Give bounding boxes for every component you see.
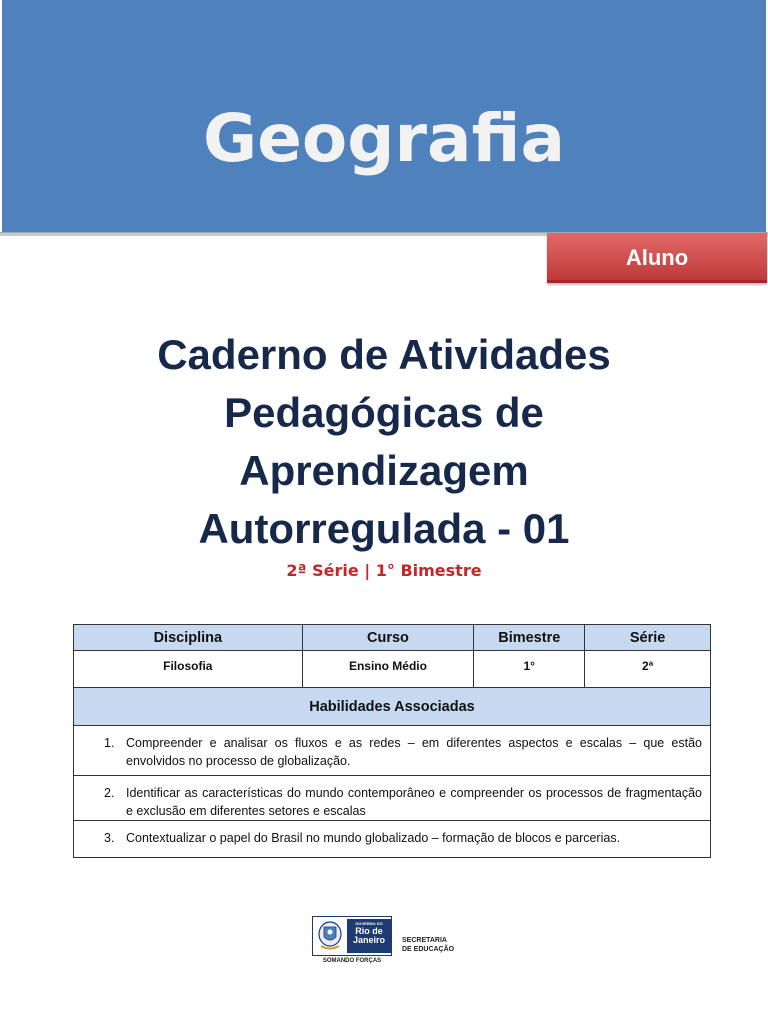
header-disciplina: Disciplina <box>74 625 303 651</box>
skill-row <box>74 776 711 821</box>
value-disciplina: Filosofia <box>74 651 303 688</box>
info-table <box>73 624 711 858</box>
header-banner <box>2 0 766 232</box>
logo-state-block <box>347 919 391 953</box>
government-logo <box>312 916 462 968</box>
header-serie: Série <box>585 625 711 651</box>
student-tab <box>547 233 767 283</box>
skill-row <box>74 726 711 776</box>
header-curso: Curso <box>302 625 474 651</box>
title-line: Aprendizagem <box>239 447 529 494</box>
subject-title: Geografia <box>202 100 566 177</box>
title-line: Caderno de Atividades <box>157 331 611 378</box>
skill-cell <box>74 726 711 776</box>
skill-row <box>74 821 711 858</box>
skill-text: Contextualizar o papel do Brasil no mundo globalizado – formação de blocos e parcerias. <box>126 831 621 845</box>
title-line: Pedagógicas de <box>224 389 544 436</box>
value-curso: Ensino Médio <box>302 651 474 688</box>
skill-text: Compreender e analisar os fluxos e as redes – em diferentes aspectos e escalas – que estão envolvidos no processo de globalização. <box>126 736 702 768</box>
skill-number: 3. <box>104 831 115 845</box>
skill-number: 2. <box>104 786 115 800</box>
logo-tagline: SOMANDO FORÇAS <box>322 958 382 964</box>
skills-header: Habilidades Associadas <box>74 688 711 726</box>
skill-cell <box>74 821 711 858</box>
skill-text: Identificar as características do mundo contemporâneo e compreender os processos de fragmentação e exclusão em diferentes setores e escalas <box>126 786 702 818</box>
secretaria-line: SECRETARIA <box>402 937 447 944</box>
value-bimestre: 1° <box>474 651 585 688</box>
logo-state-line1: Rio de <box>355 926 383 936</box>
value-serie: 2ª <box>585 651 711 688</box>
student-tab-label: Aluno <box>625 245 689 270</box>
logo-gov-text: GOVERNO DO <box>355 921 383 926</box>
coat-of-arms-icon <box>315 919 345 953</box>
grade-subtitle: 2ª Série | 1° Bimestre <box>286 561 482 580</box>
secretaria-label <box>402 936 472 954</box>
table-row <box>74 651 711 688</box>
header-bimestre: Bimestre <box>474 625 585 651</box>
document-title <box>84 326 684 558</box>
title-line: Autorregulada - 01 <box>198 505 570 552</box>
skill-cell <box>74 776 711 821</box>
secretaria-line: DE EDUCAÇÃO <box>402 946 455 953</box>
logo-state-line2: Janeiro <box>352 935 385 945</box>
skills-header-row <box>74 688 711 726</box>
logo-badge <box>312 916 392 956</box>
skill-number: 1. <box>104 736 115 750</box>
table-header-row <box>74 625 711 651</box>
